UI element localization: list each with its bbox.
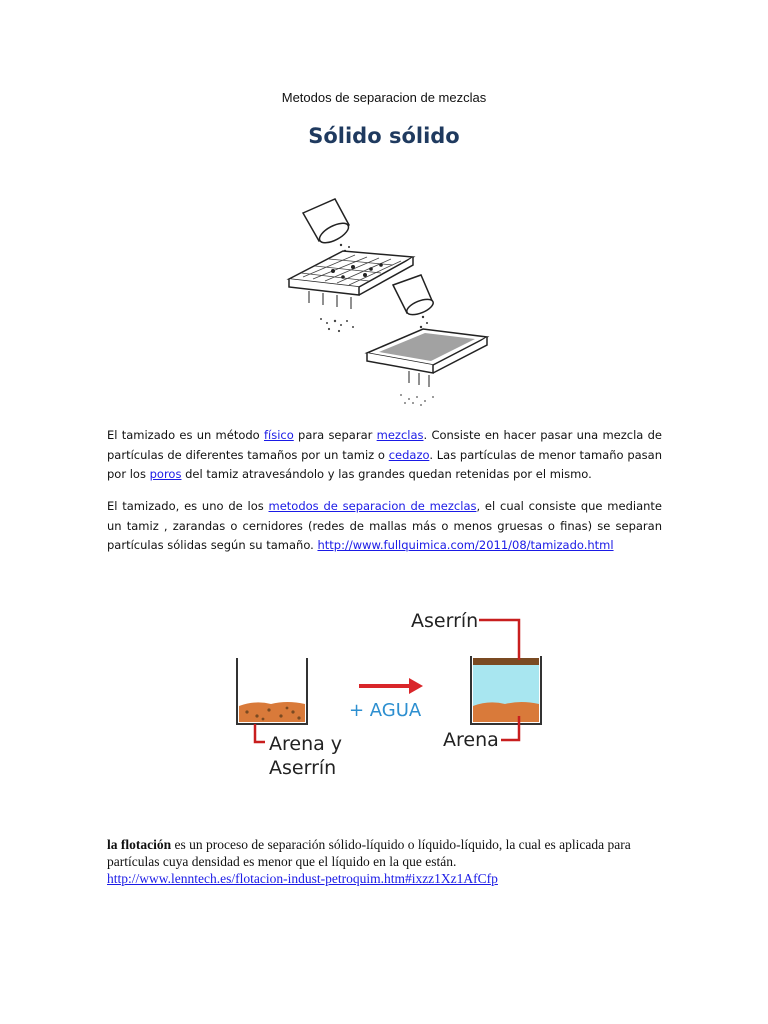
label-add-water: + AGUA [349, 700, 422, 721]
paragraph-tamizado [107, 426, 662, 485]
label-mixture-line2: Aserrín [269, 757, 337, 779]
paragraph-text: El tamizado es un método [107, 428, 264, 442]
term-flotacion: la flotación [107, 837, 172, 852]
label-sand: Arena [443, 729, 499, 751]
paragraph-tamizado-2 [107, 497, 662, 556]
label-sawdust: Aserrín [411, 610, 479, 632]
separated-container [471, 620, 541, 740]
link-mezclas[interactable]: mezclas [376, 428, 424, 442]
paragraph-text: . Consiste en hacer pasar una mezcla de partículas de diferentes tamaños por un tamiz o [107, 428, 662, 462]
paragraph-text: El tamizado, es uno de los [107, 499, 269, 513]
paragraph-text: del tamiz atravesándolo y las grandes quedan retenidas por el mismo. [181, 467, 592, 481]
link-cedazo[interactable]: cedazo [388, 447, 430, 462]
arrow-icon [359, 678, 423, 694]
link-poros[interactable]: poros [149, 467, 182, 481]
paragraph-text: . Las partículas de menor tamaño pasan por los [107, 447, 662, 481]
document-title: Sólido sólido [308, 124, 460, 148]
paragraph-flotacion [107, 836, 667, 887]
link-metodos-separacion[interactable]: metodos de separacion de mezclas [268, 499, 477, 513]
link-fisico[interactable]: físico [263, 428, 294, 442]
document-header: Metodos de separacion de mezclas [281, 90, 487, 105]
sieve-illustration [283, 195, 493, 410]
label-mixture-line1: Arena y [269, 733, 343, 755]
paragraph-text: es un proceso de separación sólido-líquido o líquido-líquido, la cual es aplicada para partículas cuya densidad es menor que el líquido en la que están. [107, 837, 631, 869]
flotation-illustration [225, 600, 565, 785]
link-lenntech[interactable]: http://www.lenntech.es/flotacion-indust-petroquim.htm#ixzz1Xz1AfCfp [107, 871, 498, 886]
paragraph-text: para separar [293, 428, 377, 442]
paragraph-text: , el cual consiste que mediante un tamiz , zarandas o cernidores (redes de mallas más o menos gruesas o finas) se separan partículas sólidas según su tamaño. [107, 499, 662, 552]
mixture-container [237, 658, 307, 742]
link-fullquimica[interactable]: http://www.fullquimica.com/2011/08/tamizado.html [317, 538, 614, 552]
